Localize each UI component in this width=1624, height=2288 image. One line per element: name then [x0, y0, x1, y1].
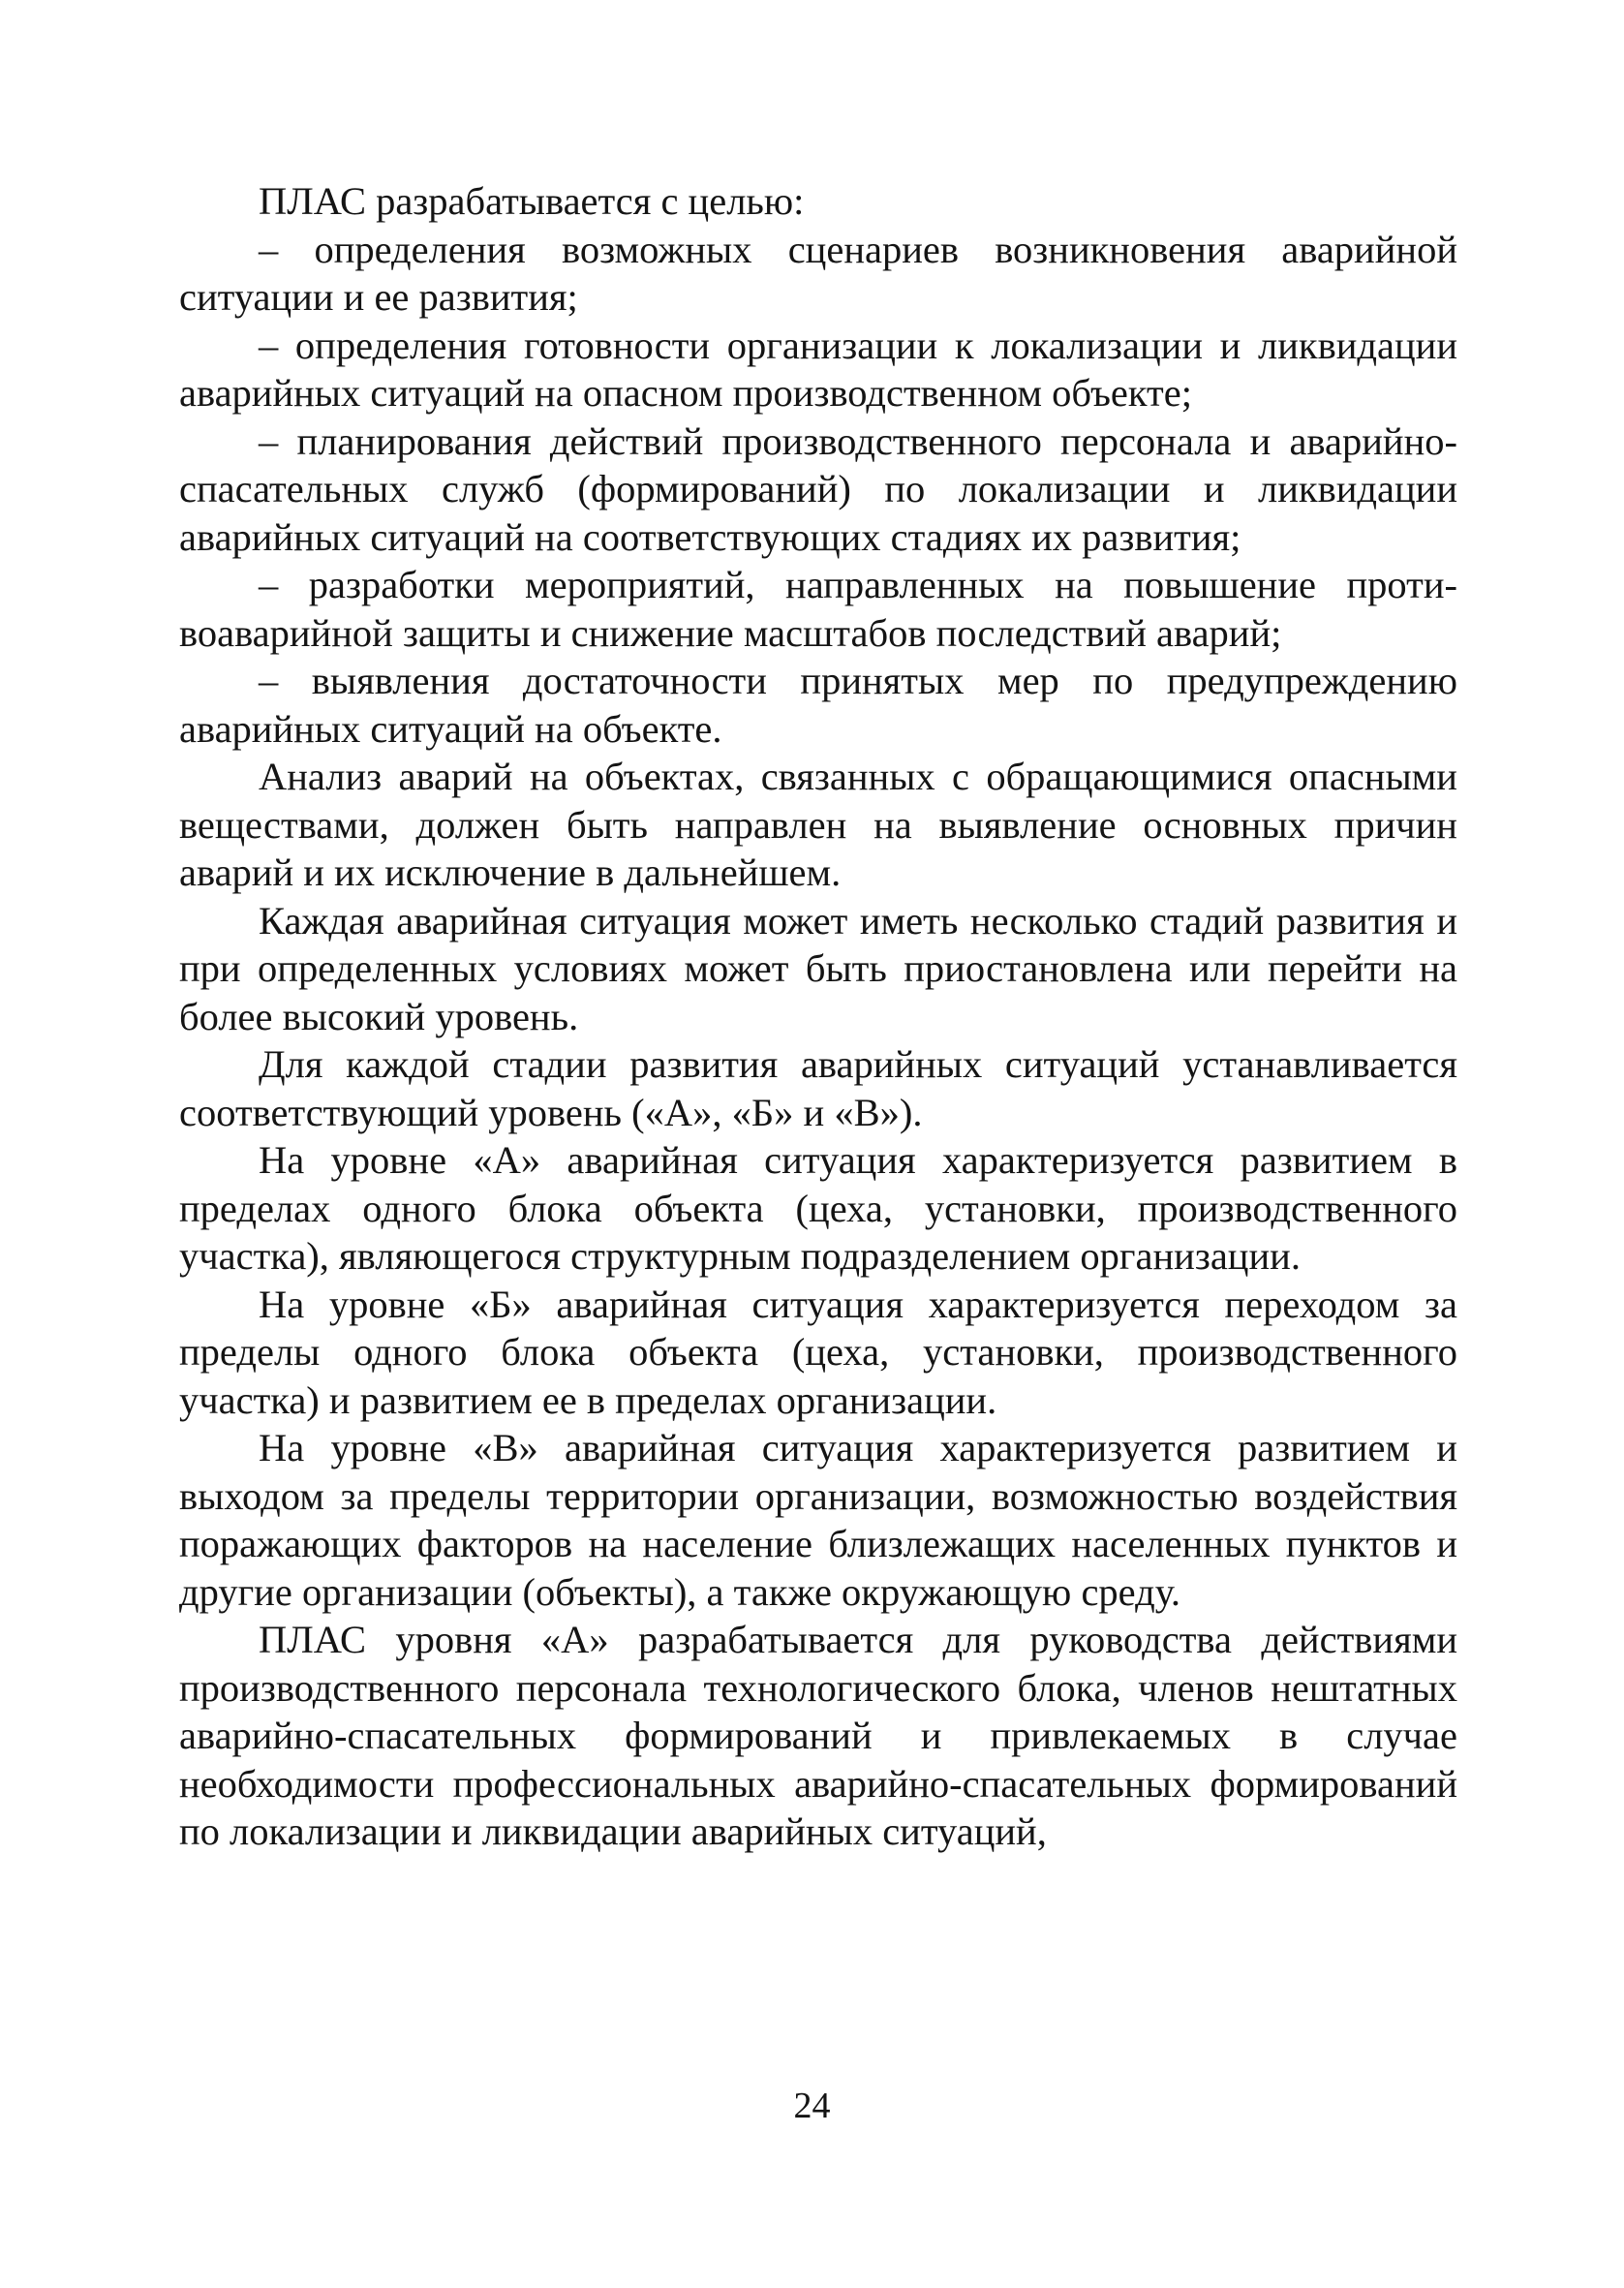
paragraph-level-a: На уровне «А» аварийная ситуация характеризуется развитием в пределах одного блока объекта (цеха, установки, производственного участка), являющегося структурным подразделением организации.	[179, 1138, 1457, 1278]
paragraph-planning: – планирования действий производственного персонала и аварийно-спасательных служб (формирований) по локализации и ликвидации аварийных ситуаций на соответствующих стадиях их развития;	[179, 418, 1457, 559]
paragraph-levels: Для каждой стадии развития аварийных ситуаций устанавливается соответствующий уровень («А», «Б» и «В»).	[179, 1042, 1457, 1134]
paragraph-level-b: На уровне «Б» аварийная ситуация характеризуется переходом за пределы одного блока объекта (цеха, установки, производственного участка) и развитием ее в пределах организации.	[179, 1282, 1457, 1422]
paragraph-sufficiency: – выявления достаточности принятых мер по предупреждению аварийных ситуаций на объекте.	[179, 659, 1457, 751]
page-number: 24	[793, 2086, 831, 2126]
paragraph-accident-analysis: Анализ аварий на объектах, связанных с обращающимися опасными веществами, должен быть направлен на выявление основных причин аварий и их исключение в дальнейшем.	[179, 755, 1457, 894]
paragraph-purpose-intro: ПЛАС разрабатывается с целью:	[259, 179, 805, 223]
paragraph-stages: Каждая аварийная ситуация может иметь несколько стадий развития и при определенных условиях может быть приостановлена или перейти на более высокий уровень.	[179, 898, 1457, 1038]
paragraph-measures: – разработки мероприятий, направленных на повышение противоаварийной защиты и снижение масштабов последствий аварий;	[179, 563, 1457, 655]
paragraph-level-v: На уровне «В» аварийная ситуация характеризуется развитием и выходом за пределы территории организации, возможностью воздействия поражающих факторов на население близлежащих населенных пунктов и другие организации (объекты), а также окружающую среду.	[179, 1426, 1457, 1614]
paragraph-scenarios: – определения возможных сценариев возникновения аварийной ситуации и ее развития;	[179, 227, 1457, 319]
paragraph-readiness: – определения готовности организации к локализации и ликвидации аварийных ситуаций на опасном производственном объекте;	[179, 323, 1457, 415]
body-text	[179, 177, 1457, 1856]
paragraph-plas-level-a: ПЛАС уровня «А» разрабатывается для руководства действиями производственного персонала технологического блока, членов нештатных аварийно-спасательных формирований и привлекаемых в случае необходимости профессиональных аварийно-спасательных формирований по локализации и ликвидации аварийных ситуаций,	[179, 1618, 1457, 1853]
